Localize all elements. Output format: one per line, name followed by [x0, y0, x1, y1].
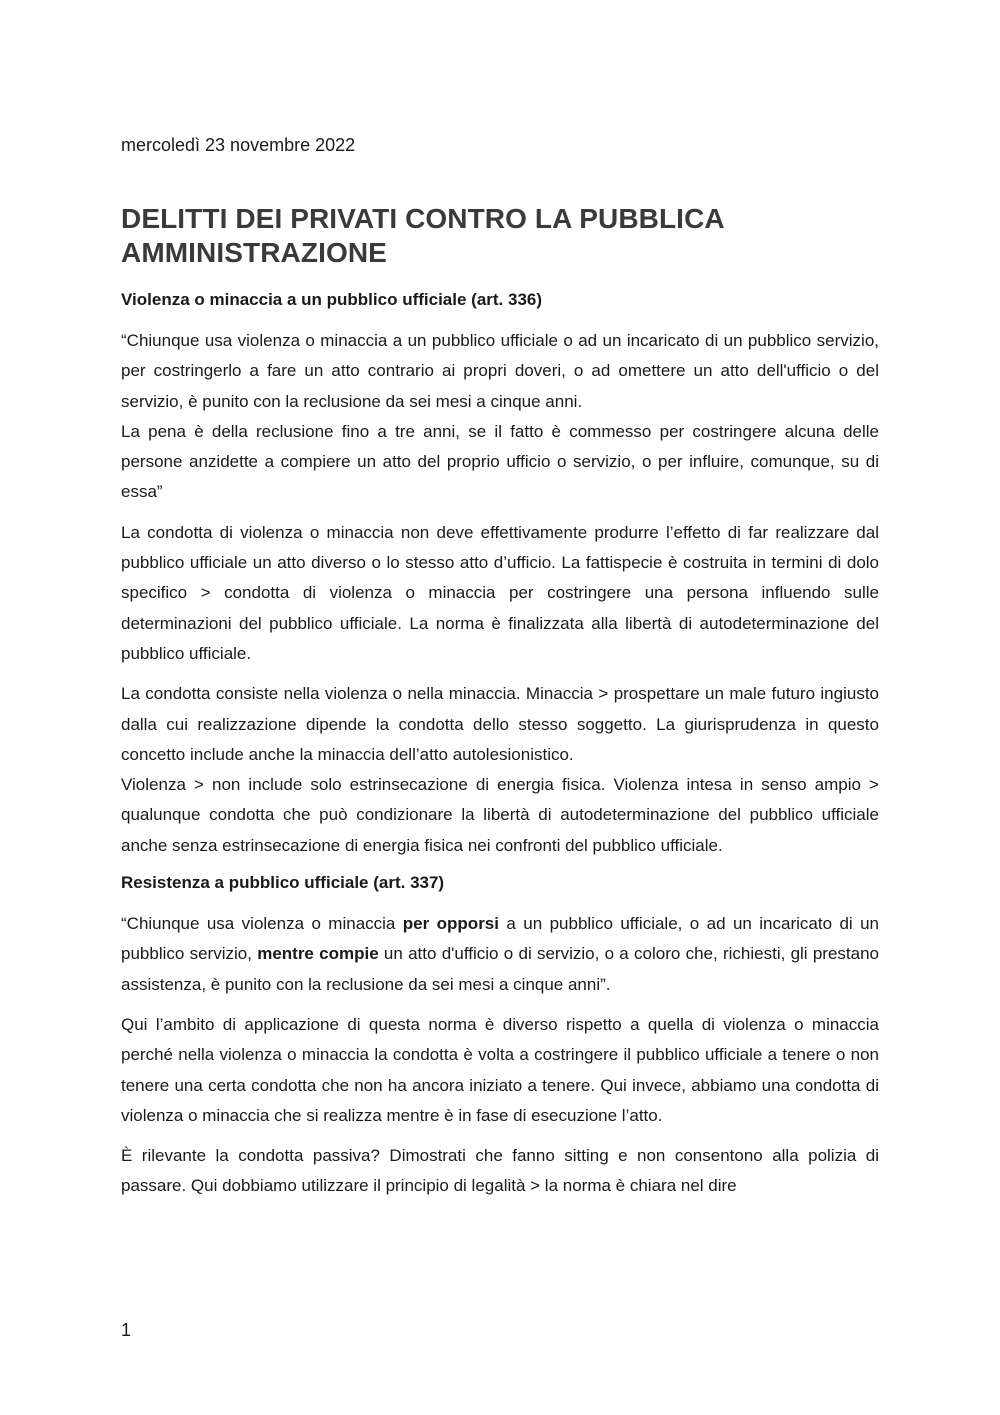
quote-text-part: a un pubblico ufficiale, o ad un incaricato di un pubblico servizio,	[121, 914, 879, 964]
quote-art-336	[121, 326, 879, 508]
section-heading-art-336: Violenza o minaccia a un pubblico ufficiale (art. 336)	[121, 290, 543, 309]
paragraph-dolo-specifico: La condotta di violenza o minaccia non deve effettivamente produrre l’effetto di far realizzare dal pubblico ufficiale un atto diverso o lo stesso atto d’ufficio. La fattispecie è costruita in termini di dolo specifico > condotta di violenza o minaccia per costringere una persona influendo sulle determinazioni del pubblico ufficiale. La norma è finalizzata alla libertà di autodeterminazione del pubblico ufficiale.	[121, 522, 879, 663]
document-date: mercoledì 23 novembre 2022	[121, 135, 356, 155]
document-body	[121, 288, 879, 1212]
quote-art-337	[121, 909, 879, 1000]
quote-emphasis-mentre-compie: mentre compie	[257, 944, 379, 964]
quote-art-336-line-2: La pena è della reclusione fino a tre anni, se il fatto è commesso per costringere alcuna delle persone anzidette a compiere un atto del proprio ufficio o servizio, o per influire, comunque, su di essa”	[121, 421, 879, 502]
paragraph-violenza: Violenza > non include solo estrinsecazione di energia fisica. Violenza intesa in senso ampio > qualunque condotta che può condizionare la libertà di autodeterminazione del pubblico ufficiale anche senza estrinsecazione di energia fisica nei confronti del pubblico ufficiale.	[121, 775, 879, 855]
paragraph-ambito-applicazione: Qui l’ambito di applicazione di questa norma è diverso rispetto a quella di violenza o minaccia perché nella violenza o minaccia la condotta è volta a costringere il pubblico ufficiale a tenere o non tenere una certa condotta che non ha ancora iniziato a tenere. Qui invece, abbiamo una condotta di violenza o minaccia che si realizza mentre è in fase di esecuzione l’atto.	[121, 1014, 879, 1125]
page-number: 1	[121, 1320, 132, 1340]
paragraph-violenza-minaccia	[121, 679, 879, 861]
paragraph-minaccia: La condotta consiste nella violenza o nella minaccia. Minaccia > prospettare un male futuro ingiusto dalla cui realizzazione dipende la condotta dello stesso soggetto. La giurisprudenza in questo concetto include anche la minaccia dell’atto autolesionistico.	[121, 684, 879, 764]
quote-emphasis-per-opporsi: per opporsi	[402, 914, 499, 934]
quote-text-part: un atto d'ufficio o di servizio, o a coloro che, richiesti, gli prestano assistenza, è punito con la reclusione da sei mesi a cinque anni”.	[121, 944, 879, 994]
section-heading-art-337: Resistenza a pubblico ufficiale (art. 337)	[121, 873, 445, 893]
quote-art-336-line-1: “Chiunque usa violenza o minaccia a un pubblico ufficiale o ad un incaricato di un pubblico servizio, per costringerlo a fare un atto contrario ai propri doveri, o ad omettere un atto dell'ufficio o del servizio, è punito con la reclusione da sei mesi a cinque anni.	[121, 331, 879, 411]
document-title: DELITTI DEI PRIVATI CONTRO LA PUBBLICA AMMINISTRAZIONE	[121, 203, 724, 268]
paragraph-condotta-passiva: È rilevante la condotta passiva? Dimostrati che fanno sitting e non consentono alla polizia di passare. Qui dobbiamo utilizzare il principio di legalità > la norma è chiara nel dire	[121, 1146, 879, 1196]
quote-text-part: “Chiunque usa violenza o minaccia	[121, 914, 403, 934]
